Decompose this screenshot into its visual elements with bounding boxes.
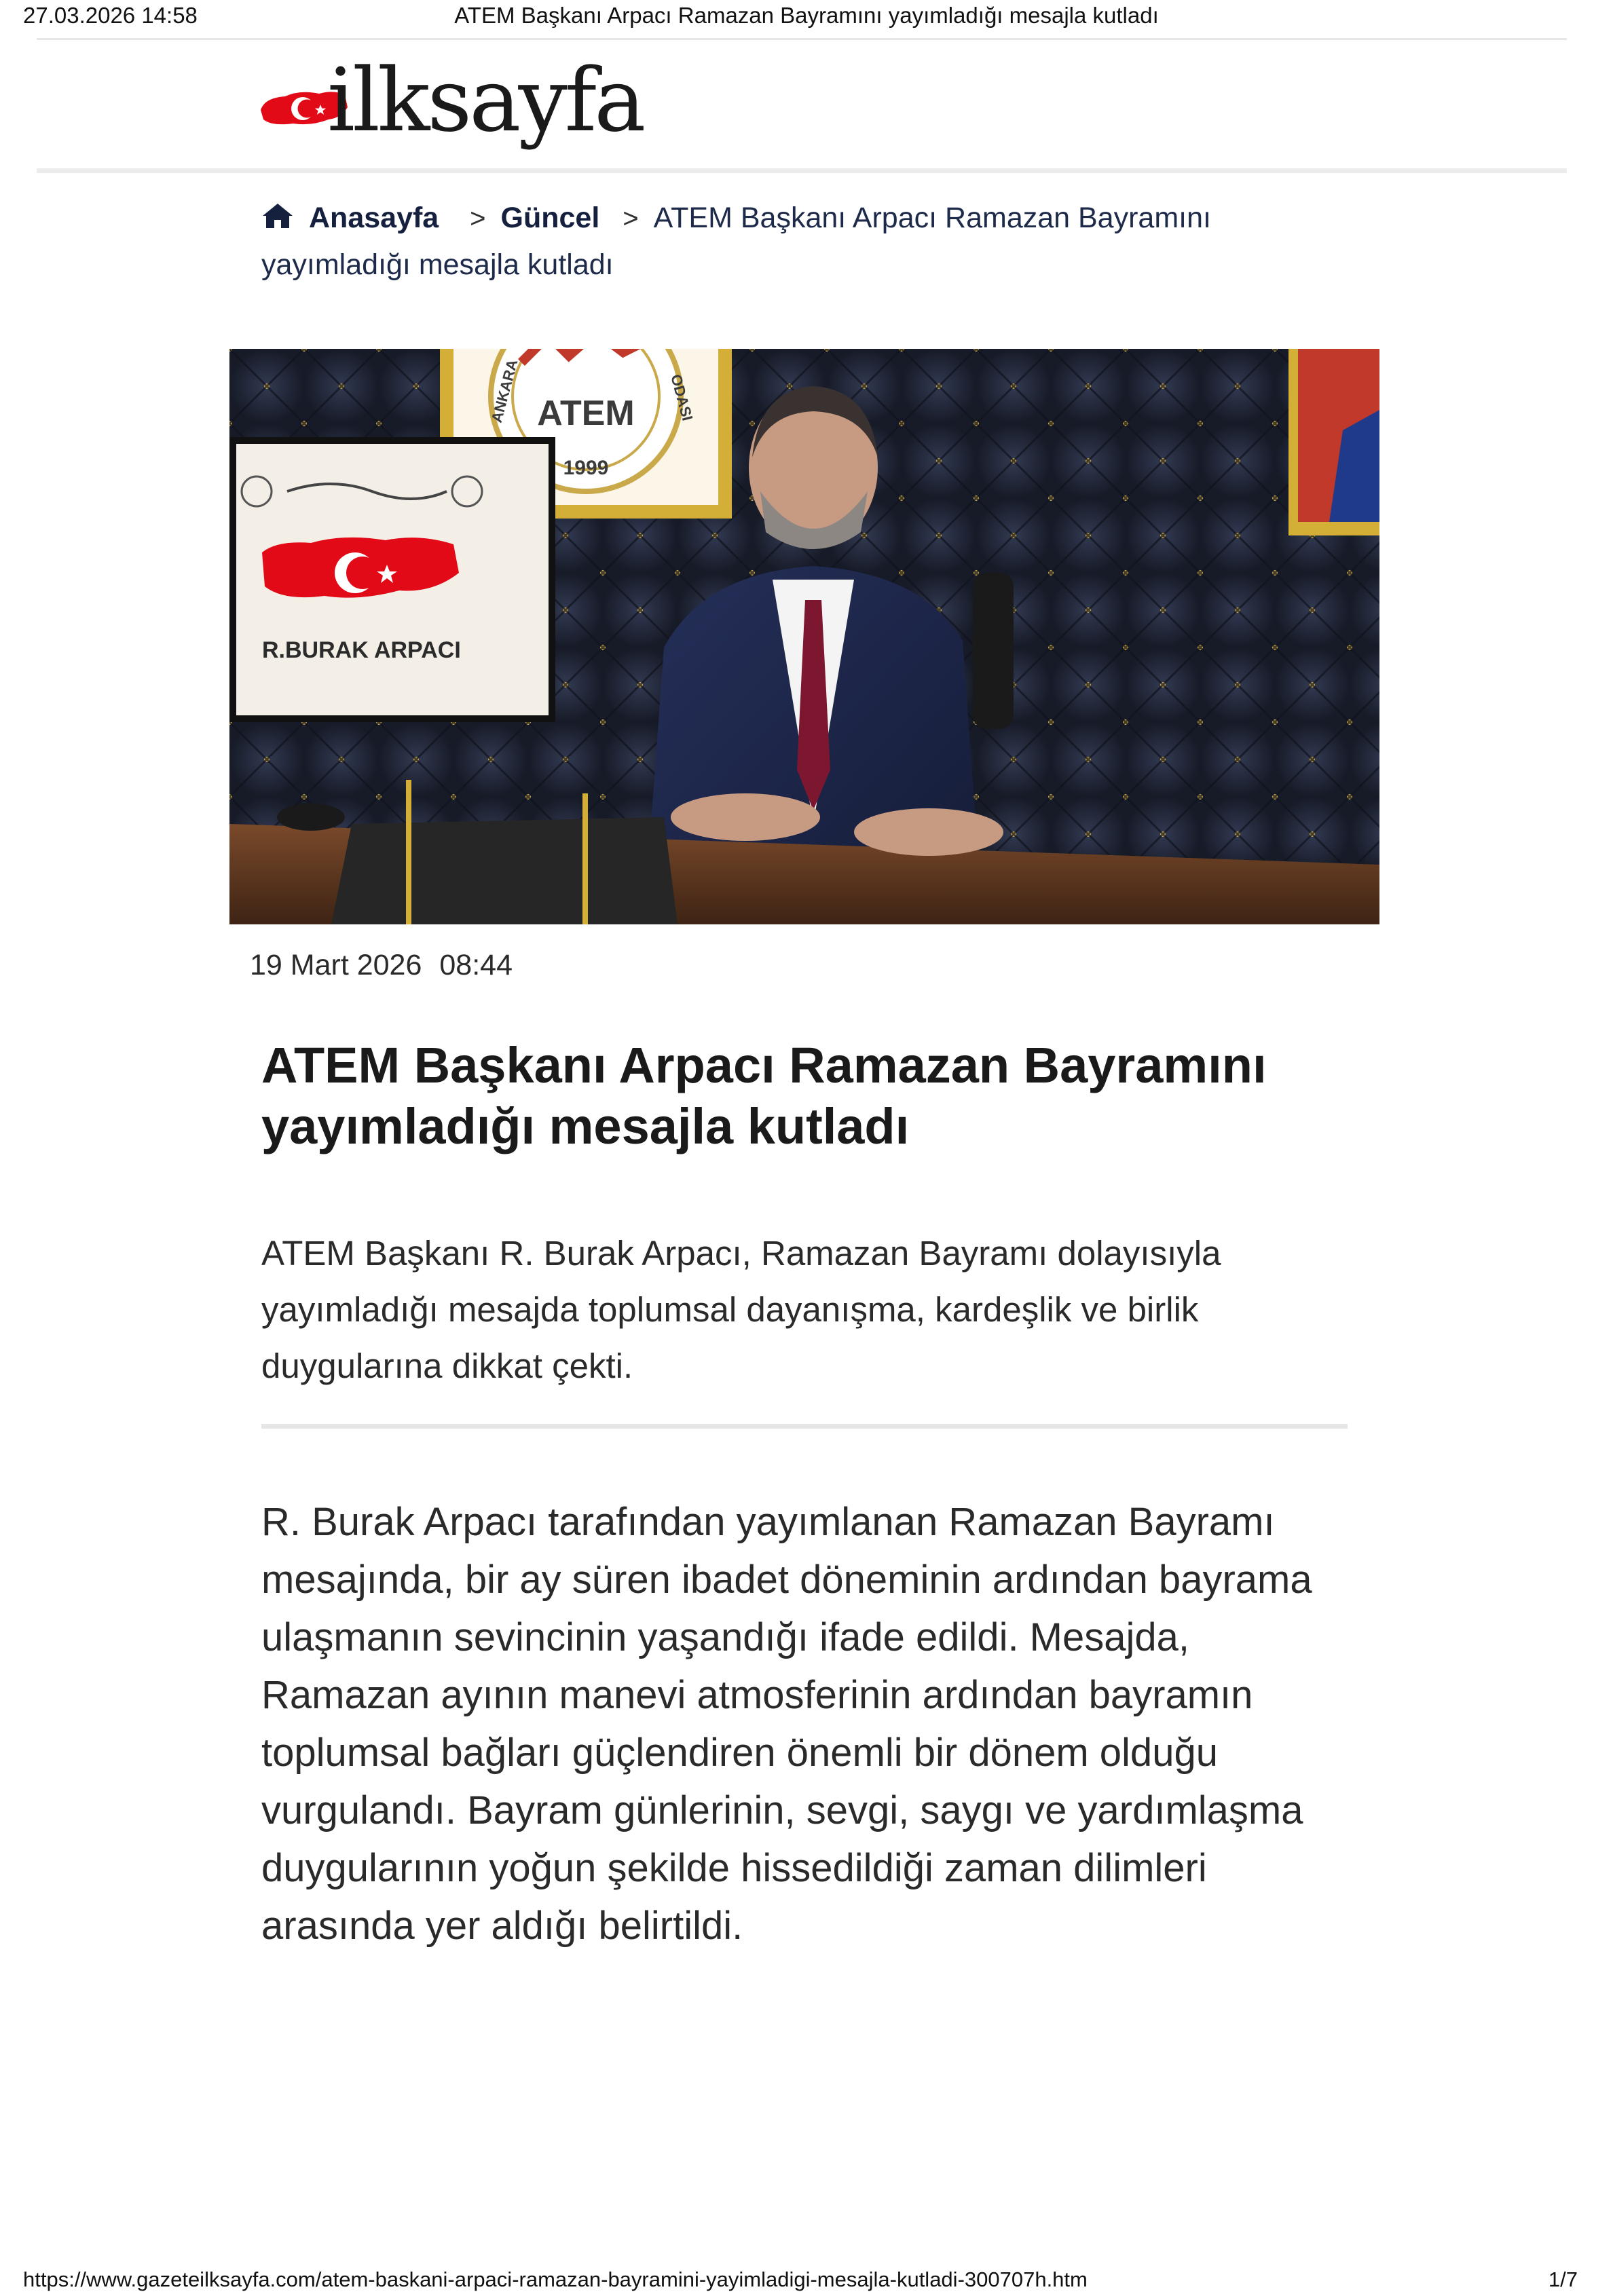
print-url: https://www.gazeteilksayfa.com/atem-baskani-arpaci-ramazan-bayramini-yayimladigi-mesajla-kutladi-300707h.htm bbox=[23, 2267, 1088, 2291]
home-icon bbox=[261, 202, 294, 229]
print-title: ATEM Başkanı Arpacı Ramazan Bayramını yayımladığı mesajla kutladı bbox=[454, 3, 1159, 28]
breadcrumb-category[interactable]: Güncel bbox=[500, 202, 600, 234]
hero-year-text: 1999 bbox=[563, 457, 609, 479]
chevron-right-icon: > bbox=[623, 204, 639, 233]
article-body: R. Burak Arpacı tarafından yayımlanan Ramazan Bayramı mesajında, bir ay süren ibadet döneminin ardından bayrama ulaşmanın sevincinin yaşandığı ifade edildi. Mesajda, Ramazan ayının manevi atmosferinin ardından bayramın toplumsal bağları güçlendiren önemli bir dönem olduğu vurgulandı. Bayram günlerinin, sevgi, saygı ve yardımlaşma duygularının yoğun şekilde hissedildiği zaman dilimleri arasında yer aldığı belirtildi. bbox=[261, 1500, 1312, 1948]
header-divider bbox=[37, 168, 1567, 173]
publish-date-day: 19 Mart 2026 bbox=[250, 949, 422, 981]
publish-time: 08:44 bbox=[439, 949, 513, 981]
breadcrumb-home-label: Anasayfa bbox=[309, 202, 439, 234]
hero-image bbox=[229, 349, 1379, 924]
hero-seal-right: ODASI bbox=[667, 372, 697, 423]
publish-date bbox=[250, 949, 513, 982]
hero-logo-text: ATEM bbox=[537, 394, 635, 433]
print-footer bbox=[0, 2262, 1613, 2296]
hero-plaque-name: R.BURAK ARPACI bbox=[262, 637, 461, 663]
breadcrumb bbox=[261, 195, 1280, 288]
print-datetime: 27.03.2026 14:58 bbox=[23, 3, 198, 28]
print-page-number: 1/7 bbox=[1548, 2267, 1578, 2291]
print-header bbox=[0, 0, 1613, 33]
article-lead: ATEM Başkanı R. Burak Arpacı, Ramazan Bayramı dolayısıyla yayımladığı mesajda toplumsal dayanışma, kardeşlik ve birlik duygularına dikkat çekti. bbox=[261, 1234, 1221, 1385]
top-divider bbox=[37, 38, 1567, 40]
logo-text: ilksayfa bbox=[327, 50, 644, 151]
ilksayfa-logo-icon bbox=[258, 42, 665, 164]
breadcrumb-current: ATEM Başkanı Arpacı Ramazan Bayramını yayımladığı mesajla kutladı bbox=[261, 202, 1211, 281]
site-logo[interactable] bbox=[258, 42, 665, 164]
hero-seal-left: ANKARA bbox=[487, 357, 521, 425]
chevron-right-icon: > bbox=[470, 204, 486, 233]
breadcrumb-home[interactable] bbox=[261, 202, 447, 234]
lead-divider bbox=[261, 1424, 1348, 1429]
article-headline: ATEM Başkanı Arpacı Ramazan Bayramını yayımladığı mesajla kutladı bbox=[261, 1037, 1267, 1154]
